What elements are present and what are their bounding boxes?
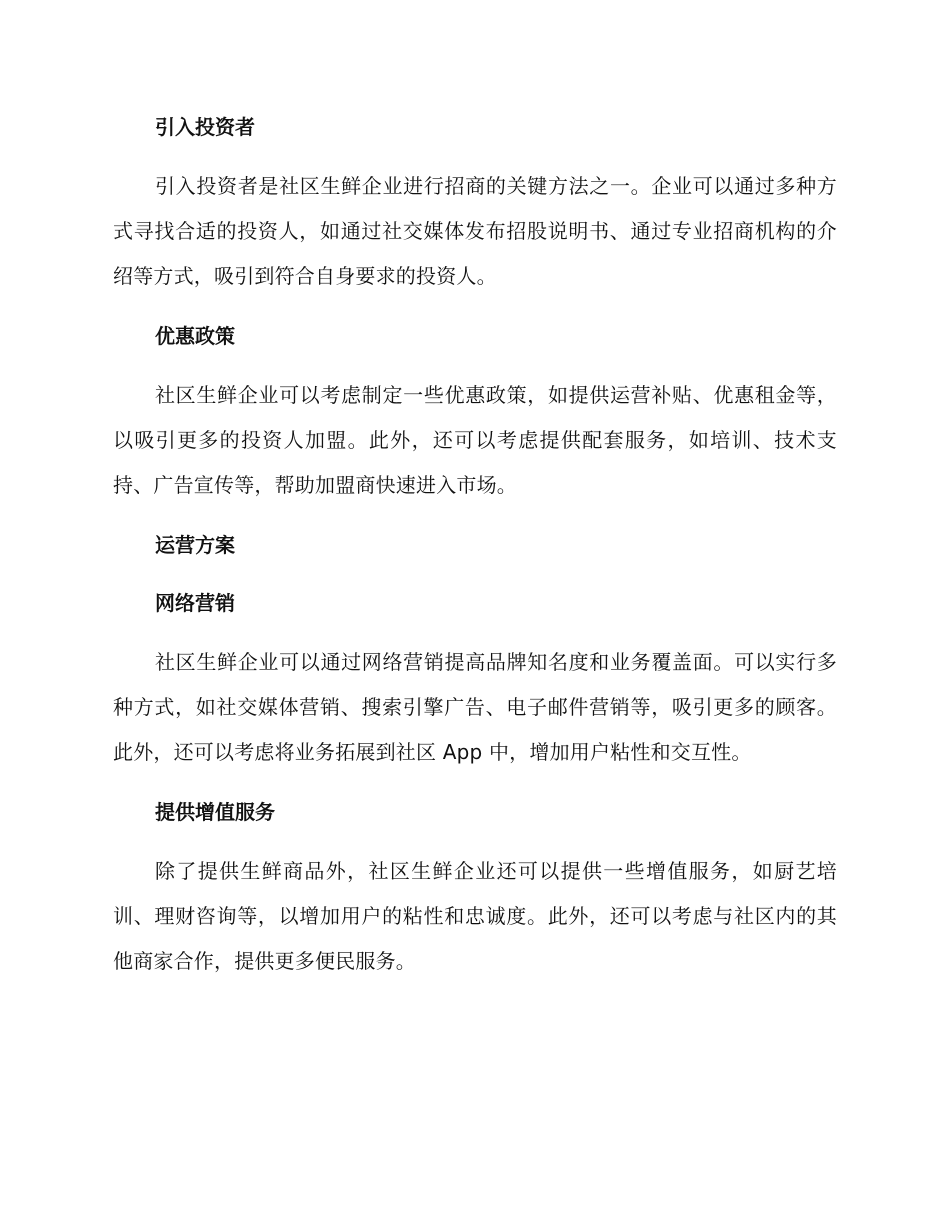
- section-heading-online-marketing: 网络营销: [155, 591, 235, 615]
- section-paragraph-investors: 引入投资者是社区生鲜企业进行招商的关键方法之一。企业可以通过多种方式寻找合适的投资人，如通过社交媒体发布招股说明书、通过专业招商机构的介绍等方式，吸引到符合自身要求的投资人。: [113, 174, 837, 288]
- section-heading-incentives: 优惠政策: [155, 324, 235, 348]
- section-paragraph-value-added: 除了提供生鲜商品外，社区生鲜企业还可以提供一些增值服务，如厨艺培训、理财咨询等，以增加用户的粘性和忠诚度。此外，还可以考虑与社区内的其他商家合作，提供更多便民服务。: [113, 859, 837, 973]
- section-heading-operations: 运营方案: [155, 533, 235, 557]
- section-paragraph-incentives: 社区生鲜企业可以考虑制定一些优惠政策，如提供运营补贴、优惠租金等，以吸引更多的投资人加盟。此外，还可以考虑提供配套服务，如培训、技术支持、广告宣传等，帮助加盟商快速进入市场。: [113, 383, 837, 497]
- section-paragraph-online-marketing: 社区生鲜企业可以通过网络营销提高品牌知名度和业务覆盖面。可以实行多种方式，如社交媒体营销、搜索引擎广告、电子邮件营销等，吸引更多的顾客。此外，还可以考虑将业务拓展到社区 App 中，增加用户粘性和交互性。: [113, 650, 837, 764]
- section-heading-value-added: 提供增值服务: [155, 800, 275, 824]
- section-heading-investors: 引入投资者: [155, 115, 255, 139]
